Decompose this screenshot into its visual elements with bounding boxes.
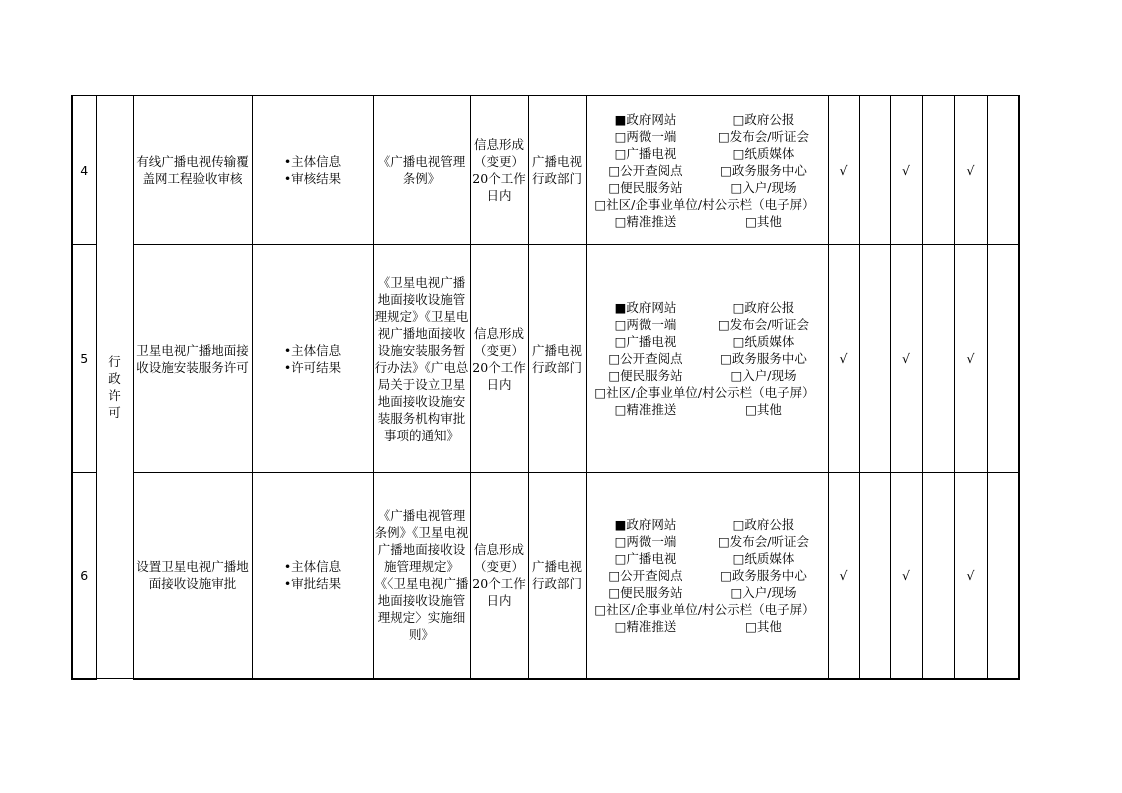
category-text: 行政许可 — [108, 354, 121, 420]
check-mark — [859, 96, 890, 245]
department-cell: 广播电视行政部门 — [528, 245, 586, 473]
basis-cell: 《卫星电视广播地面接收设施管理规定》《卫星电视广播地面接收设施安装服务暂行办法》《广电总局关于设立卫星地面接收设施安装服务机构审批事项的通知》 — [373, 245, 470, 473]
channel-option: □社区/企事业单位/村公示栏（电子屏） — [594, 196, 815, 212]
table-row — [72, 473, 1019, 679]
channel-option: □两微一端 — [614, 533, 677, 549]
check-mark — [987, 473, 1019, 679]
table-row — [72, 245, 1019, 473]
category-cell — [96, 96, 133, 679]
check-mark — [922, 473, 954, 679]
check-mark — [859, 245, 890, 473]
check-mark: √ — [890, 245, 922, 473]
channel-option: □政府公报 — [732, 516, 795, 532]
check-mark — [922, 245, 954, 473]
department-cell: 广播电视行政部门 — [528, 96, 586, 245]
content-cell — [252, 473, 373, 679]
content-line: •审批结果 — [283, 576, 342, 592]
row-number: 4 — [72, 96, 96, 245]
check-mark: √ — [890, 96, 922, 245]
content-line: •主体信息 — [283, 559, 342, 575]
channel-option: □其他 — [745, 618, 782, 634]
check-mark: √ — [828, 473, 859, 679]
channel-option: □发布会/听证会 — [717, 317, 810, 332]
content-line: •主体信息 — [283, 154, 342, 169]
channel-option: □社区/企事业单位/村公示栏（电子屏） — [594, 601, 815, 617]
channel-option: □其他 — [745, 213, 782, 229]
channel-option: □入户/现场 — [730, 179, 797, 195]
channel-option: □入户/现场 — [730, 368, 797, 383]
time-limit-cell: 信息形成（变更）20个工作日内 — [470, 245, 528, 473]
channel-option: ■政府网站 — [614, 111, 677, 127]
check-mark — [859, 473, 890, 679]
check-mark — [987, 96, 1019, 245]
channel-option: □便民服务站 — [608, 368, 683, 383]
basis-cell: 《广播电视管理条例》 — [373, 96, 470, 245]
channel-option: □两微一端 — [614, 128, 677, 144]
check-mark: √ — [890, 473, 922, 679]
item-name: 设置卫星电视广播地面接收设施审批 — [133, 473, 252, 679]
channels-cell — [586, 473, 828, 679]
channel-option: □纸质媒体 — [732, 334, 795, 349]
item-name: 卫星电视广播地面接收设施安装服务许可 — [133, 245, 252, 473]
check-mark: √ — [954, 245, 987, 473]
channel-option: □政府公报 — [732, 111, 795, 127]
channel-option: □广播电视 — [614, 145, 677, 161]
channel-option: □公开查阅点 — [608, 567, 683, 583]
channel-option: □公开查阅点 — [608, 351, 683, 366]
channels-cell — [586, 96, 828, 245]
channel-option: □便民服务站 — [608, 584, 683, 600]
channels-cell — [586, 245, 828, 473]
channel-option: □纸质媒体 — [732, 145, 795, 161]
content-cell — [252, 96, 373, 245]
channel-option: □政务服务中心 — [720, 162, 807, 178]
check-mark — [922, 96, 954, 245]
check-mark: √ — [954, 473, 987, 679]
channel-option: □发布会/听证会 — [717, 128, 810, 144]
time-limit-cell: 信息形成（变更）20个工作日内 — [470, 473, 528, 679]
channel-option: □政务服务中心 — [720, 567, 807, 583]
check-mark — [987, 245, 1019, 473]
row-number: 5 — [72, 245, 96, 473]
channel-option: ■政府网站 — [614, 516, 677, 532]
channel-option: □精准推送 — [614, 618, 677, 634]
channel-option: □社区/企事业单位/村公示栏（电子屏） — [594, 385, 815, 400]
department-cell: 广播电视行政部门 — [528, 473, 586, 679]
channel-option: □政务服务中心 — [720, 351, 807, 366]
table-row — [72, 96, 1019, 245]
item-name: 有线广播电视传输覆盖网工程验收审核 — [133, 96, 252, 245]
row-number: 6 — [72, 473, 96, 679]
content-line: •主体信息 — [283, 342, 342, 358]
channel-option: □入户/现场 — [730, 584, 797, 600]
channel-option: □精准推送 — [614, 402, 677, 417]
disclosure-table — [71, 95, 1020, 680]
check-mark: √ — [828, 96, 859, 245]
channel-option: ■政府网站 — [614, 300, 677, 315]
channel-option: □发布会/听证会 — [717, 533, 810, 549]
channel-option: □便民服务站 — [608, 179, 683, 195]
check-mark: √ — [954, 96, 987, 245]
channel-option: □广播电视 — [614, 550, 677, 566]
channel-option: □精准推送 — [614, 213, 677, 229]
basis-cell: 《广播电视管理条例》《卫星电视广播地面接收设施管理规定》《〈卫星电视广播地面接收设施管理规定〉实施细则》 — [373, 473, 470, 679]
content-cell — [252, 245, 373, 473]
channel-option: □广播电视 — [614, 334, 677, 349]
content-line: •许可结果 — [283, 359, 342, 375]
check-mark: √ — [828, 245, 859, 473]
time-limit-cell: 信息形成（变更）20个工作日内 — [470, 96, 528, 245]
channel-option: □其他 — [745, 402, 782, 417]
channel-option: □纸质媒体 — [732, 550, 795, 566]
channel-option: □两微一端 — [614, 317, 677, 332]
channel-option: □政府公报 — [732, 300, 795, 315]
channel-option: □公开查阅点 — [608, 162, 683, 178]
content-line: •审核结果 — [283, 171, 342, 186]
